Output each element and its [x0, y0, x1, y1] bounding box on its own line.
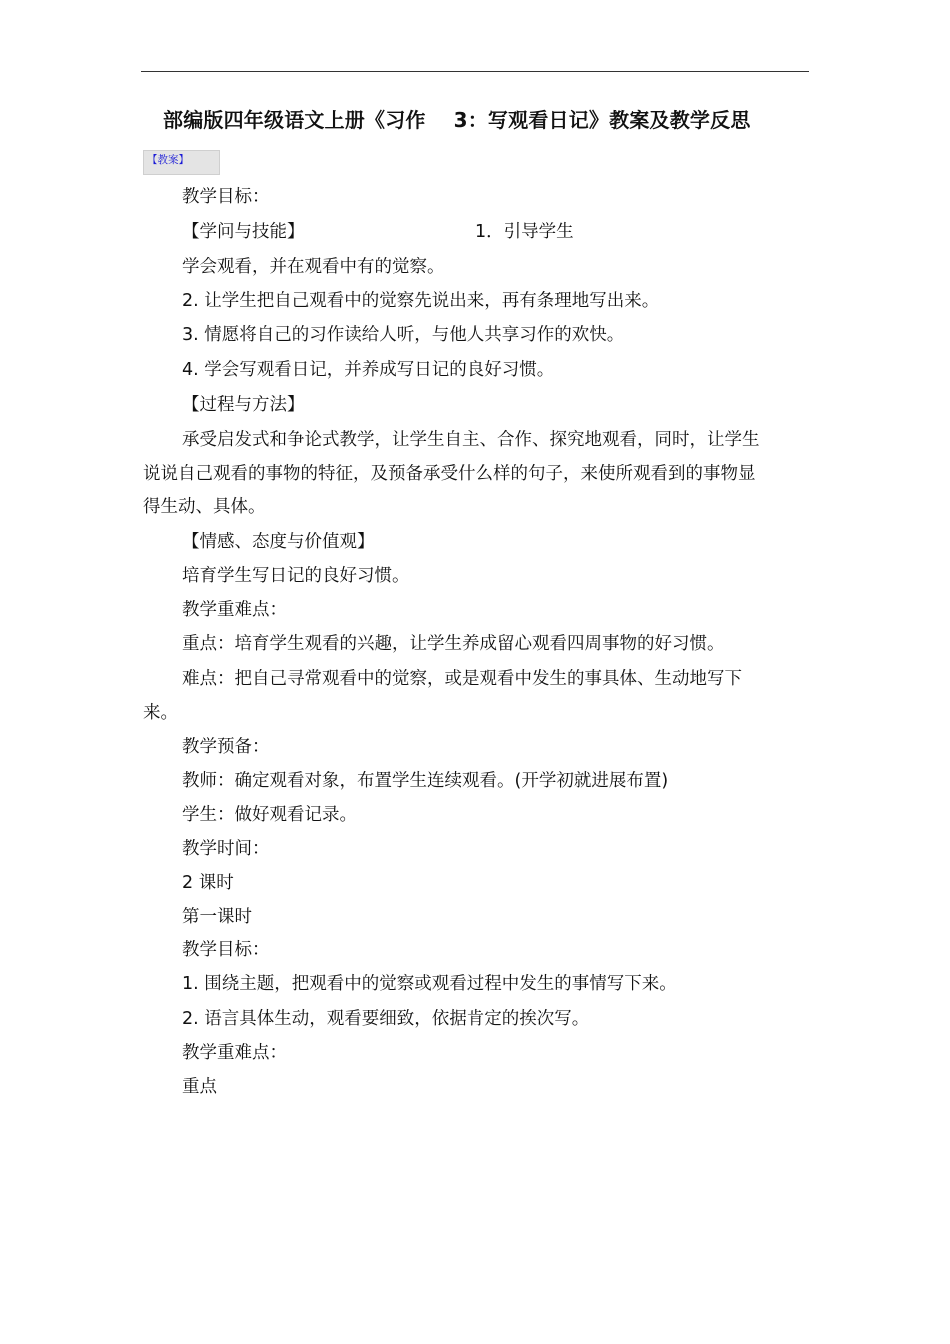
section-heading: 【学问与技能】 [182, 222, 305, 242]
paragraph: 教师：确定观看对象，布置学生连续观看。(开学初就进展布置) [182, 771, 669, 791]
paragraph: 1. 围绕主题，把观看中的觉察或观看过程中发生的事情写下来。 [182, 974, 677, 994]
title-part-1: 部编版四年级语文上册《习作 [163, 108, 426, 132]
paragraph: 2. 语言具体生动，观看要细致，依据肯定的挨次写。 [182, 1009, 590, 1029]
paragraph: 教学重难点： [182, 1043, 287, 1063]
paragraph: 2 课时 [182, 873, 234, 893]
paragraph: 学生：做好观看记录。 [182, 805, 357, 825]
paragraph: 得生动、具体。 [143, 497, 266, 517]
paragraph: 重点：培育学生观看的兴趣，让学生养成留心观看四周事物的好习惯。 [182, 634, 725, 654]
lesson-plan-tag [143, 150, 220, 175]
paragraph: 培育学生写日记的良好习惯。 [182, 566, 410, 586]
paragraph: 教学时间： [182, 839, 270, 859]
title-part-2: 3：写观看日记》教案及教学反思 [453, 108, 751, 132]
paragraph: 第一课时 [182, 907, 252, 927]
paragraph: 教学预备： [182, 737, 270, 757]
paragraph: 说说自己观看的事物的特征，及预备承受什么样的句子，来使所观看到的事物显 [143, 464, 756, 484]
paragraph: 来。 [143, 703, 178, 723]
paragraph: 承受启发式和争论式教学，让学生自主、合作、探究地观看，同时，让学生 [182, 430, 760, 450]
paragraph: 教学目标： [182, 187, 270, 207]
document-title [163, 104, 803, 133]
paragraph: 难点：把自己寻常观看中的觉察，或是观看中发生的事具体、生动地写下 [182, 669, 742, 689]
section-heading: 【过程与方法】 [182, 395, 305, 415]
paragraph: 2. 让学生把自己观看中的觉察先说出来，再有条理地写出来。 [182, 291, 660, 311]
paragraph: 重点 [182, 1077, 217, 1097]
section-heading: 【情感、态度与价值观】 [182, 532, 375, 552]
paragraph [182, 221, 742, 243]
paragraph: 1．引导学生 [475, 222, 574, 242]
paragraph: 学会观看，并在观看中有的觉察。 [182, 257, 445, 277]
header-rule [141, 71, 809, 72]
paragraph: 3. 情愿将自己的习作读给人听，与他人共享习作的欢快。 [182, 325, 625, 345]
paragraph: 4. 学会写观看日记，并养成写日记的良好习惯。 [182, 360, 555, 380]
tag-label: 【教案】 [147, 154, 189, 166]
paragraph: 教学目标： [182, 940, 270, 960]
paragraph: 教学重难点： [182, 600, 287, 620]
